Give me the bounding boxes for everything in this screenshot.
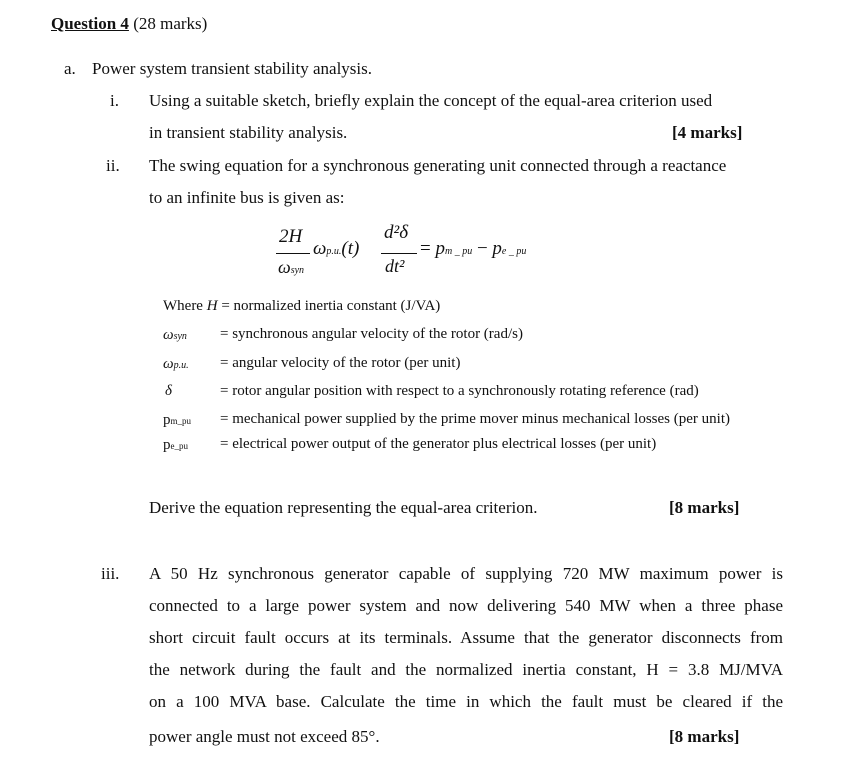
question-header (51, 14, 207, 34)
item-ii-marks: [8 marks] (669, 498, 740, 517)
item-ii-derive: Derive the equation representing the equal-area criterion. (149, 498, 538, 517)
item-iii-line: short circuit fault occurs at its terminals. Assume that the generator disconnects from (149, 628, 783, 647)
def-pm-text: = mechanical power supplied by the prime mover minus mechanical losses (per unit) (220, 411, 730, 427)
item-ii-numeral: ii. (106, 156, 120, 175)
eq-rhs: = pm _ pu − pe _ pu (420, 238, 527, 259)
def-omega-pu-text: = angular velocity of the rotor (per unit) (220, 355, 461, 371)
eq-frac-bar-right (381, 253, 417, 254)
item-i-marks: [4 marks] (672, 123, 743, 142)
part-a-label: a. (64, 59, 76, 78)
def-delta-text: = rotor angular position with respect to a synchronously rotating reference (rad) (220, 383, 699, 399)
def-omega-pu-symbol: ωp.u. (163, 356, 189, 372)
def-pm-symbol: pm_pu (163, 412, 192, 428)
item-i-line1: Using a suitable sketch, briefly explain the concept of the equal-area criterion used (149, 91, 713, 110)
item-iii-numeral: iii. (101, 564, 120, 583)
item-iii-line: on a 100 MVA base. Calculate the time in which the fault must be cleared if the (149, 692, 783, 711)
item-ii-line1: The swing equation for a synchronous generating unit connected through a reactance (149, 156, 727, 175)
item-iii-line: the network during the fault and the normalized inertia constant, H = 3.8 MJ/MVA (149, 660, 783, 679)
eq-den-left: ωsyn (278, 257, 305, 277)
eq-num-left: 2H (279, 226, 303, 247)
question-title: Question 4 (51, 14, 129, 33)
item-ii-line2: to an infinite bus is given as: (149, 188, 345, 207)
def-omega-syn-symbol: ωsyn (163, 327, 187, 343)
item-iii-line: power angle must not exceed 85°. (149, 727, 380, 746)
item-iii-line: A 50 Hz synchronous generator capable of supplying 720 MW maximum power is (149, 564, 783, 583)
item-iii-marks: [8 marks] (669, 727, 740, 746)
eq-den-right: dt² (385, 256, 405, 276)
where-line: Where H = normalized inertia constant (J/VA) (163, 298, 441, 314)
def-pe-symbol: pe_pu (163, 437, 188, 453)
question-marks: (28 marks) (133, 14, 208, 33)
item-iii-line: connected to a large power system and now delivering 540 MW when a three phase (149, 596, 783, 615)
eq-num-right: d²δ (384, 222, 409, 243)
part-a-title: Power system transient stability analysis. (92, 59, 372, 78)
def-pe-text: = electrical power output of the generator plus electrical losses (per unit) (220, 436, 657, 452)
def-omega-syn-text: = synchronous angular velocity of the rotor (rad/s) (220, 326, 523, 342)
def-delta-symbol: δ (165, 383, 172, 399)
item-i-line2: in transient stability analysis. (149, 123, 348, 142)
eq-frac-bar-left (276, 253, 310, 254)
item-i-numeral: i. (110, 91, 119, 110)
eq-omega-pu: ωp.u.(t) (313, 238, 360, 259)
